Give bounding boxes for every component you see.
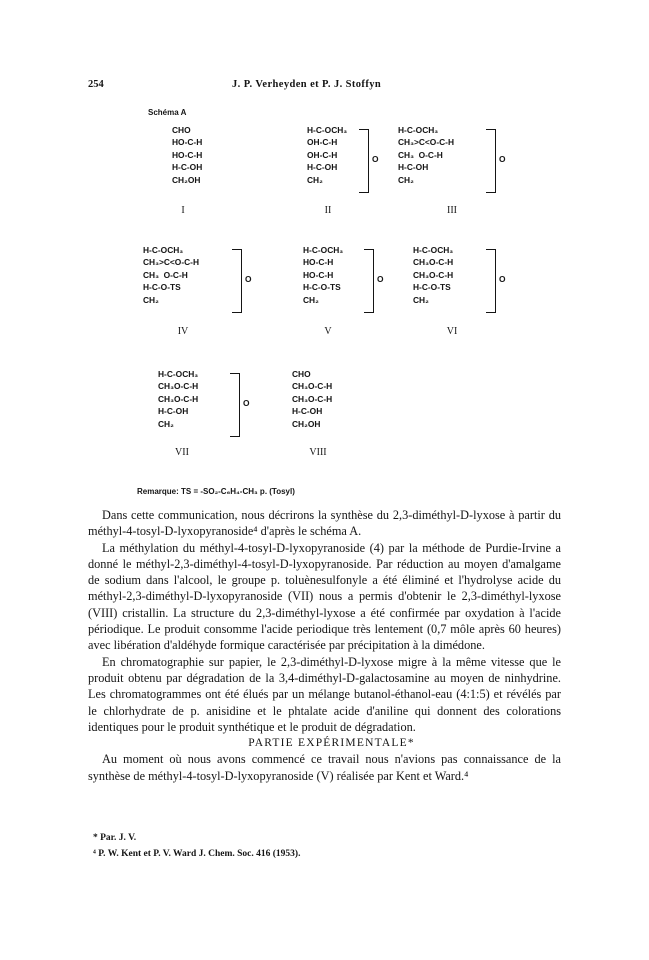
paragraph-1: Dans cette communication, nous décrirons la synthèse du 2,3-diméthyl-D-lyxose à partir du méthyl-4-tosyl-D-lyxopyranoside⁴ d'après le schéma A.: [88, 508, 561, 539]
structure-II-line: CH₂: [307, 174, 323, 185]
structure-I-line: H-C-OH: [172, 162, 203, 173]
structure-IV-line: CH₃>C<O-C-H: [143, 257, 199, 268]
ring-bond-III: [486, 129, 496, 193]
ring-bond-VI: [486, 249, 496, 313]
structure-V-line: HO-C-H: [303, 269, 334, 280]
ring-oxygen-II: O: [372, 154, 379, 164]
structure-VI-line: CH₃O-C-H: [413, 269, 454, 280]
structure-VI-line: CH₂: [413, 294, 429, 305]
structure-VIII: [292, 368, 332, 430]
structure-IV-line: CH₂: [143, 294, 159, 305]
structure-VI: [413, 244, 453, 306]
structure-II-line: H-C-OH: [307, 162, 338, 173]
ring-bond-VII: [230, 373, 240, 437]
structure-VI-line: H-C-OCH₃: [413, 245, 454, 255]
structure-I: [172, 124, 202, 186]
structure-VI-line: H-C-O-TS: [413, 282, 451, 293]
structure-IV-line: H-C-O-TS: [143, 282, 181, 293]
footnote-2: ⁴ P. W. Kent et P. V. Ward J. Chem. Soc. 416 (1953).: [93, 849, 301, 859]
structure-VIII-line: CH₂OH: [292, 418, 321, 429]
structure-VIII-line: CH₃O-C-H: [292, 393, 333, 404]
structure-I-line: HO-C-H: [172, 149, 203, 160]
ring-bond-IV: [232, 249, 242, 313]
structure-VII-line: H-C-OCH₃: [158, 369, 199, 379]
structure-VII-line: CH₃O-C-H: [158, 393, 199, 404]
numeral-VII: VII: [175, 447, 189, 458]
structure-III-line: H-C-OH: [398, 162, 429, 173]
structure-V-line: CH₂: [303, 294, 319, 305]
ring-oxygen-V: O: [377, 274, 384, 284]
ring-oxygen-III: O: [499, 154, 506, 164]
section-heading: PARTIE EXPÉRIMENTALE*: [248, 737, 415, 750]
paragraph-3: En chromatographie sur papier, le 2,3-diméthyl-D-lyxose migre à la même vitesse que le produit obtenu par dégradation de la 3,4-diméthyl-D-galactosamine au moyen de ninhydrine. Les chromatogrammes ont été élués par un mélange butanol-éthanol-eau (4:1:5) et révélés par le chlorhydrate de p. anisidine et le phtalate acide d'aniline qui donnent des colorations identiques pour le produit synthétique et le produit de dégradation.: [88, 654, 561, 734]
scheme-title: Schéma A: [148, 108, 187, 117]
numeral-V: V: [324, 326, 332, 337]
structure-IV-line: CH₃ O-C-H: [143, 269, 188, 280]
body-text: [88, 507, 561, 784]
structure-V-line: HO-C-H: [303, 257, 334, 268]
structure-I-line: HO-C-H: [172, 137, 203, 148]
structure-VIII-line: CHO: [292, 369, 311, 379]
structure-I-line: CH₂OH: [172, 174, 201, 185]
structure-I-line: CHO: [172, 125, 191, 135]
structure-VII: [158, 368, 198, 430]
structure-III-line: CH₂: [398, 174, 414, 185]
structure-VII-line: CH₃O-C-H: [158, 381, 199, 392]
ring-oxygen-IV: O: [245, 274, 252, 284]
structure-II-line: OH-C-H: [307, 137, 338, 148]
structure-IV-line: H-C-OCH₃: [143, 245, 184, 255]
structure-VII-line: CH₂: [158, 418, 174, 429]
ring-bond-II: [359, 129, 369, 193]
structure-V-line: H-C-OCH₃: [303, 245, 344, 255]
ring-oxygen-VII: O: [243, 398, 250, 408]
structure-V: [303, 244, 343, 306]
structure-VIII-line: H-C-OH: [292, 406, 323, 417]
paragraph-2: La méthylation du méthyl-4-tosyl-D-lyxopyranoside (4) par la méthode de Purdie-Irvine a donné le méthyl-2,3-diméthyl-4-tosyl-D-lyxopyranoside. Par réduction au moyen d'amalgame de sodium dans l'alcool, le groupe p. toluènesulfonyle a été éliminé et l'hydrolyse acide du méthyl-2,3-diméthyl-D-lyxopyranoside (VII) nous a permis d'obtenir le 2,3-diméthyl-lyxose (VIII) cristallin. La structure du 2,3-diméthyl-lyxose a été confirmée par oxydation à l'acide périodique. Le produit consomme l'acide periodique très lentement (0,7 môle après 60 heures) avec libération d'aldéhyde formique caractérisée par précipitation à la dimédone.: [88, 540, 561, 653]
structure-III-line: CH₃ O-C-H: [398, 149, 443, 160]
page-number: 254: [88, 79, 104, 90]
running-header: J. P. Verheyden et P. J. Stoffyn: [232, 79, 382, 90]
numeral-VIII: VIII: [309, 447, 327, 458]
numeral-II: II: [324, 205, 332, 216]
structure-II-line: H-C-OCH₃: [307, 125, 348, 135]
numeral-IV: IV: [177, 326, 189, 337]
tosyl-remark: Remarque: TS = -SO₂-C₆H₄-CH₃ p. (Tosyl): [137, 487, 295, 496]
experimental-paragraph: Au moment où nous avons commencé ce travail nous n'avions pas connaissance de la synthèse de méthyl-4-tosyl-D-lyxopyranoside (V) réalisée par Kent et Ward.⁴: [88, 752, 561, 783]
structure-V-line: H-C-O-TS: [303, 282, 341, 293]
ring-oxygen-VI: O: [499, 274, 506, 284]
ring-bond-V: [364, 249, 374, 313]
numeral-I: I: [181, 205, 185, 216]
structure-III: [398, 124, 454, 186]
structure-III-line: H-C-OCH₃: [398, 125, 439, 135]
structure-VI-line: CH₃O-C-H: [413, 257, 454, 268]
structure-VII-line: H-C-OH: [158, 406, 189, 417]
footnote-1: * Par. J. V.: [93, 833, 137, 843]
structure-VIII-line: CH₃O-C-H: [292, 381, 333, 392]
numeral-VI: VI: [446, 326, 458, 337]
numeral-III: III: [447, 205, 457, 216]
structure-II-line: OH-C-H: [307, 149, 338, 160]
structure-II: [307, 124, 347, 186]
structure-IV: [143, 244, 199, 306]
structure-III-line: CH₃>C<O-C-H: [398, 137, 454, 148]
